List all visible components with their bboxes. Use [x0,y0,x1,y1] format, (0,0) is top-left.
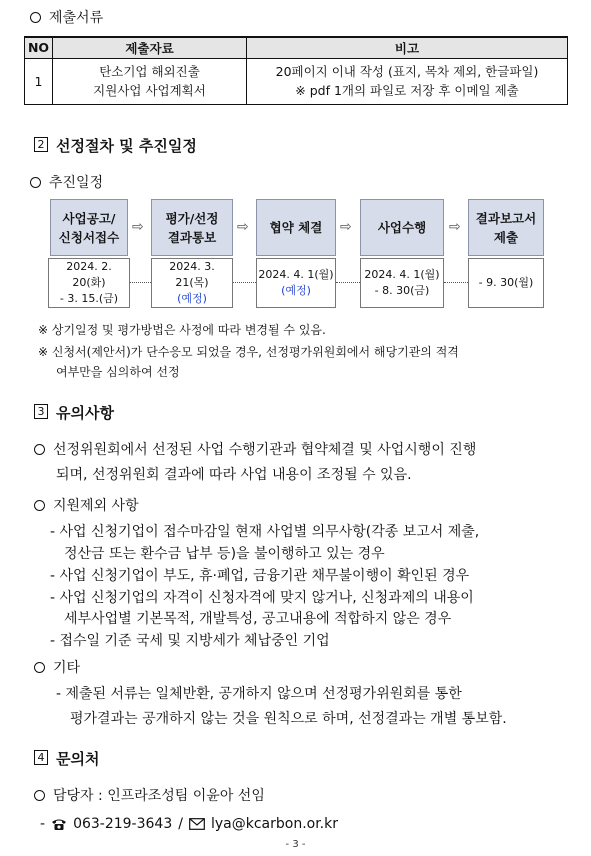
arrow-right-icon: ⇨ [449,219,461,235]
schedule-note-2-cont: 여부만을 심의하여 선정 [56,365,180,379]
flow-step-report: 결과보고서 제출 [468,199,544,256]
table-header-material: 제출자료 [53,37,247,58]
date-box-execution: 2024. 4. 1(월) - 8. 30(금) [360,258,444,308]
dotted-connector [444,282,468,283]
other-heading: 기타 [34,657,80,677]
notice-paragraph-1-cont: 되며, 선정위원회 결과에 따라 사업 내용이 조정될 수 있음. [56,467,412,483]
section-number-box: 3 [34,404,48,419]
date-box-evaluation: 2024. 3. 21(목) (예정) [151,258,233,308]
notice-paragraph-1: 선정위원회에서 선정된 사업 수행기관과 협약체결 및 사업시행이 진행 [34,439,476,459]
circle-bullet-icon [34,662,45,673]
table-header-note: 비고 [247,37,568,58]
arrow-right-icon: ⇨ [132,219,144,235]
flow-step-evaluation: 평가/선정 결과통보 [151,199,233,256]
phone-number: 063-219-3643 [73,816,173,832]
table-cell-material: 탄소기업 해외진출 지원사업 사업계획서 [53,58,247,104]
circle-bullet-icon [34,500,45,511]
flow-step-announcement: 사업공고/ 신청서접수 [50,199,128,256]
other-item: - 제출된 서류는 일체반환, 공개하지 않으며 선정평가위원회를 통한 [56,686,462,702]
other-item-cont: 평가결과는 공개하지 않는 것을 원칙으로 하며, 선정결과는 개별 통보함. [70,711,507,727]
circle-bullet-icon [34,444,45,455]
arrow-right-icon: ⇨ [237,219,249,235]
exclusion-item: - 사업 신청기업이 접수마감일 현재 사업별 의무사항(각종 보고서 제출, [50,524,480,540]
exclusion-item-cont: 세부사업별 기본목적, 개발특성, 공고내용에 적합하지 않은 경우 [64,611,452,627]
exclusion-item: - 접수일 기준 국세 및 지방세가 체납중인 기업 [50,633,330,649]
table-header-no: NO [25,37,53,58]
section-number-box: 4 [34,750,48,765]
date-box-agreement: 2024. 4. 1(월) (예정) [256,258,336,308]
section2-title: 2 선정절차 및 추진일정 [34,135,197,156]
flow-step-execution: 사업수행 [360,199,444,256]
circle-bullet-icon [34,790,45,801]
date-box-report: - 9. 30(월) [468,258,544,308]
mail-icon [189,818,205,830]
arrow-right-icon: ⇨ [340,219,352,235]
submission-table [24,36,568,105]
flow-step-agreement: 협약 체결 [256,199,336,256]
table-cell-no: 1 [25,58,53,104]
table-header-row [25,37,568,58]
schedule-note-1: ※ 상기일정 및 평가방법은 사정에 따라 변경될 수 있음. [38,323,326,337]
exclusion-item: - 사업 신청기업이 부도, 휴·폐업, 금융기관 채무불이행이 확인된 경우 [50,568,470,584]
exclusion-item-cont: 정산금 또는 환수금 납부 등)을 불이행하고 있는 경우 [64,546,385,562]
table-row [25,58,568,104]
section4-title: 4 문의처 [34,748,99,769]
email-link[interactable]: lya@kcarbon.or.kr [210,816,338,832]
exclusion-item: - 사업 신청기업의 자격이 신청자격에 맞지 않거나, 신청과제의 내용이 [50,590,474,606]
schedule-note-2: ※ 신청서(제안서)가 단수응모 되었을 경우, 선정평가위원회에서 해당기관의 적격 [38,345,459,359]
dotted-connector [233,282,256,283]
dotted-connector [130,282,151,283]
submission-heading: 제출서류 [30,7,103,27]
circle-bullet-icon [30,12,41,23]
schedule-heading: 추진일정 [30,172,103,192]
contact-line: - 063-219-3643 / lya@kcarbon.or.kr [40,816,338,832]
phone-icon [51,818,67,831]
exclusion-heading: 지원제외 사항 [34,495,139,515]
contact-person: 담당자 : 인프라조성팀 이윤아 선임 [34,785,265,805]
table-cell-note: 20페이지 이내 작성 (표지, 목차 제외, 한글파일) ※ pdf 1개의 파일로 저장 후 이메일 제출 [247,58,568,104]
dotted-connector [336,282,360,283]
section-number-box: 2 [34,137,48,152]
date-box-announcement: 2024. 2. 20(화) - 3. 15.(금) [48,258,130,308]
circle-bullet-icon [30,177,41,188]
page-number: - 3 - [285,839,306,850]
section3-title: 3 유의사항 [34,402,114,423]
